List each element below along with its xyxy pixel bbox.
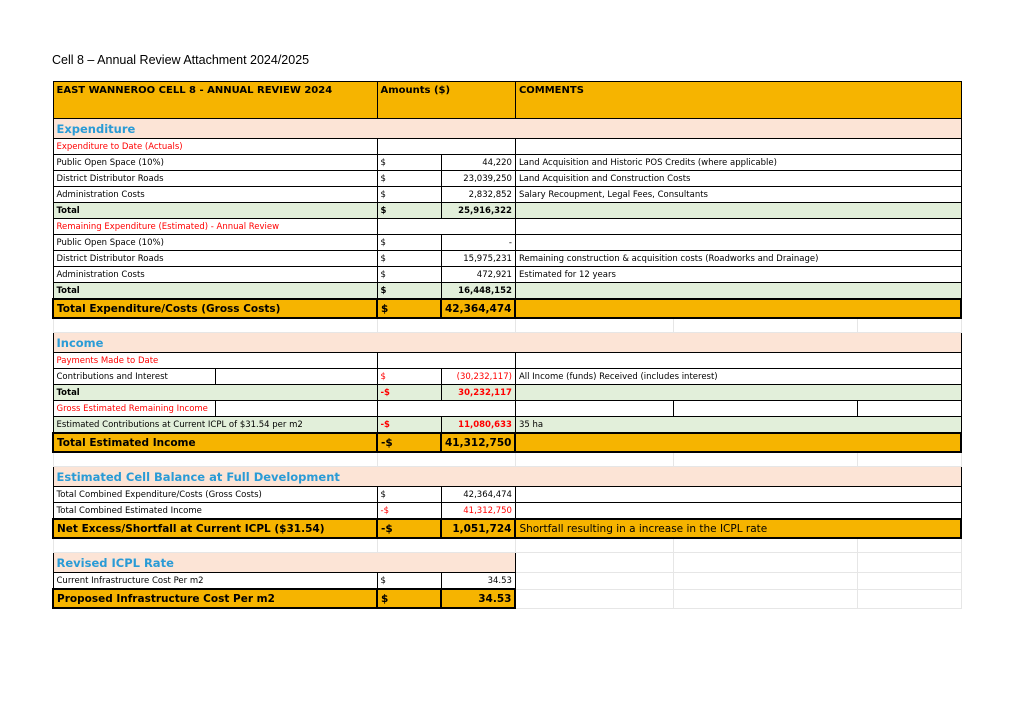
row-label: Contributions and Interest	[53, 369, 215, 385]
comment: 35 ha	[515, 417, 961, 434]
row-label: Public Open Space (10%)	[53, 235, 377, 251]
currency: -$	[377, 385, 441, 401]
currency: -$	[377, 433, 441, 452]
subheading: Payments Made to Date	[53, 353, 377, 369]
row-label: District Distributor Roads	[53, 251, 377, 267]
amount: 41,312,750	[441, 503, 515, 520]
currency: $	[377, 155, 441, 171]
comment: Salary Recoupment, Legal Fees, Consultants	[515, 187, 961, 203]
amount: 1,051,724	[441, 519, 515, 538]
section-heading: Estimated Cell Balance at Full Development	[53, 467, 515, 487]
comment: All Income (funds) Received (includes interest)	[515, 369, 961, 385]
row-label: Total Estimated Income	[53, 433, 377, 452]
comment: Land Acquisition and Historic POS Credits (where applicable)	[515, 155, 961, 171]
amount: 44,220	[441, 155, 515, 171]
row-label: Total Combined Estimated Income	[53, 503, 377, 520]
row-label: Net Excess/Shortfall at Current ICPL ($31.54)	[53, 519, 377, 538]
row-label: Administration Costs	[53, 267, 377, 283]
subheading: Gross Estimated Remaining Income	[53, 401, 215, 417]
proposed-rate-row	[53, 589, 961, 608]
net-shortfall-row	[53, 519, 961, 538]
amount: 2,832,852	[441, 187, 515, 203]
section-heading: Expenditure	[53, 119, 377, 139]
section-header-expenditure	[53, 119, 961, 139]
currency: $	[377, 573, 441, 590]
amount: 34.53	[441, 573, 515, 590]
subheading-row	[53, 353, 961, 369]
amount: 25,916,322	[441, 203, 515, 219]
row-label: Administration Costs	[53, 187, 377, 203]
row-label: Current Infrastructure Cost Per m2	[53, 573, 377, 590]
currency: $	[377, 283, 441, 300]
subheading-row	[53, 401, 961, 417]
currency: $	[377, 251, 441, 267]
total-row	[53, 385, 961, 401]
row-label: Estimated Contributions at Current ICPL of $31.54 per m2	[53, 417, 377, 434]
amount: 472,921	[441, 267, 515, 283]
grand-total-row	[53, 433, 961, 452]
currency: $	[377, 171, 441, 187]
row-label: Total Combined Expenditure/Costs (Gross Costs)	[53, 487, 377, 503]
table-row	[53, 503, 961, 520]
subheading: Remaining Expenditure (Estimated) - Annual Review	[53, 219, 377, 235]
title-row	[53, 82, 961, 119]
currency: $	[377, 299, 441, 318]
comment: Shortfall resulting in a increase in the ICPL rate	[515, 519, 961, 538]
amount: 41,312,750	[441, 433, 515, 452]
currency: $	[377, 267, 441, 283]
amounts-header: Amounts ($)	[377, 82, 515, 119]
currency: -$	[377, 503, 441, 520]
sheet-title: EAST WANNEROO CELL 8 - ANNUAL REVIEW 2024	[53, 82, 377, 119]
row-label: Total Expenditure/Costs (Gross Costs)	[53, 299, 377, 318]
currency: $	[377, 203, 441, 219]
subheading-row	[53, 219, 961, 235]
comment: Land Acquisition and Construction Costs	[515, 171, 961, 187]
table-row	[53, 155, 961, 171]
table-row	[53, 369, 961, 385]
table-row	[53, 573, 961, 590]
row-label: Total	[53, 203, 377, 219]
comment: Estimated for 12 years	[515, 267, 961, 283]
amount: 15,975,231	[441, 251, 515, 267]
table-row	[53, 267, 961, 283]
table-row	[53, 487, 961, 503]
currency: $	[377, 589, 441, 608]
currency: $	[377, 235, 441, 251]
annual-review-table	[52, 81, 962, 609]
currency: -$	[377, 417, 441, 434]
table-row	[53, 187, 961, 203]
comment: Remaining construction & acquisition costs (Roadworks and Drainage)	[515, 251, 961, 267]
amount: (30,232,117)	[441, 369, 515, 385]
row-label: District Distributor Roads	[53, 171, 377, 187]
row-label: Total	[53, 283, 377, 300]
amount: 30,232,117	[441, 385, 515, 401]
amount: 34.53	[441, 589, 515, 608]
currency: $	[377, 487, 441, 503]
table-row	[53, 235, 961, 251]
section-header-icpl	[53, 553, 961, 573]
section-heading: Income	[53, 333, 377, 353]
grand-total-row	[53, 299, 961, 318]
section-heading: Revised ICPL Rate	[53, 553, 377, 573]
table-row	[53, 417, 961, 434]
subheading: Expenditure to Date (Actuals)	[53, 139, 377, 155]
total-row	[53, 283, 961, 300]
subheading-row	[53, 139, 961, 155]
currency: -$	[377, 519, 441, 538]
total-row	[53, 203, 961, 219]
section-header-balance	[53, 467, 961, 487]
table-row	[53, 251, 961, 267]
row-label: Public Open Space (10%)	[53, 155, 377, 171]
page-title: Cell 8 – Annual Review Attachment 2024/2025	[52, 53, 310, 67]
amount: 11,080,633	[441, 417, 515, 434]
comments-header: COMMENTS	[515, 82, 961, 119]
amount: 42,364,474	[441, 487, 515, 503]
currency: $	[377, 369, 441, 385]
row-label: Proposed Infrastructure Cost Per m2	[53, 589, 377, 608]
table-row	[53, 171, 961, 187]
amount: 16,448,152	[441, 283, 515, 300]
row-label: Total	[53, 385, 377, 401]
section-header-income	[53, 333, 961, 353]
amount: 42,364,474	[441, 299, 515, 318]
amount: 23,039,250	[441, 171, 515, 187]
currency: $	[377, 187, 441, 203]
comment	[515, 235, 961, 251]
amount: -	[441, 235, 515, 251]
